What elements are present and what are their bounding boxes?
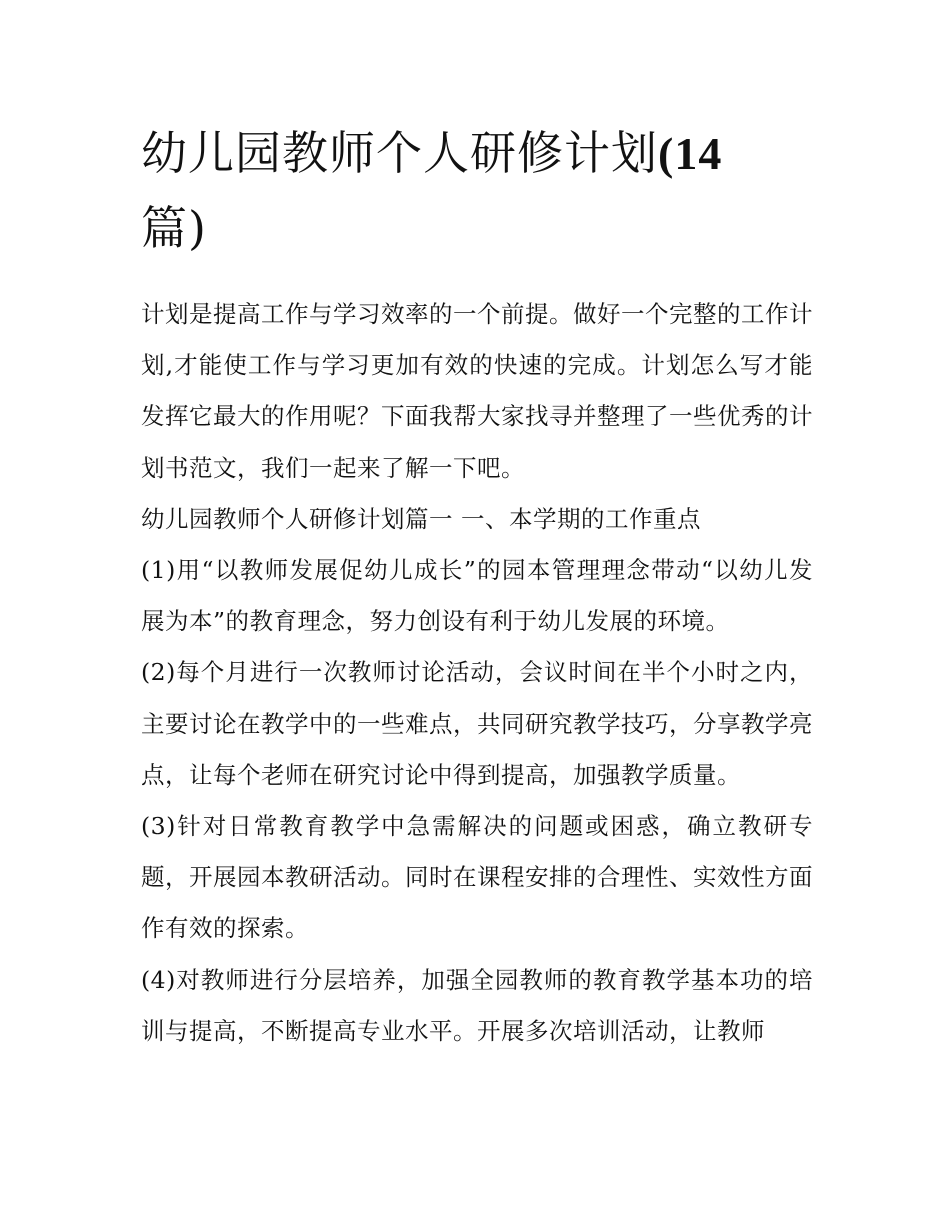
list-item-4: (4)对教师进行分层培养，加强全园教师的教育教学基本功的培训与提高，不断提高专业水平。开展多次培训活动，让教师 xyxy=(141,965,813,1045)
title-text: 幼儿园教师个人研修计划 xyxy=(141,126,658,180)
intro-paragraph: 计划是提高工作与学习效率的一个前提。做好一个完整的工作计划,才能使工作与学习更加有效的快速的完成。计划怎么写才能发挥它最大的作用呢？下面我帮大家找寻并整理了一些优秀的计划书范文，我们一起来了解一下吧。 xyxy=(141,300,813,482)
document-body xyxy=(141,289,813,1057)
title-count-suffix: 篇) xyxy=(141,201,207,255)
list-item-2: (2)每个月进行一次教师讨论活动，会议时间在半个小时之内，主要讨论在教学中的一些难点，共同研究教学技巧，分享教学亮点，让每个老师在研究讨论中得到提高，加强教学质量。 xyxy=(141,658,813,789)
list-item-3: (3)针对日常教育教学中急需解决的问题或困惑，确立教研专题，开展园本教研活动。同时在课程安排的合理性、实效性方面作有效的探索。 xyxy=(141,812,813,943)
document-page xyxy=(141,116,813,1057)
title-count: (14 xyxy=(658,128,723,179)
document-title xyxy=(141,116,813,265)
section-heading: 幼儿园教师个人研修计划篇一 一、本学期的工作重点 xyxy=(141,504,701,533)
list-item-1: (1)用“以教师发展促幼儿成长”的园本管理理念带动“以幼儿发展为本”的教育理念，努力创设有利于幼儿发展的环境。 xyxy=(141,556,813,636)
